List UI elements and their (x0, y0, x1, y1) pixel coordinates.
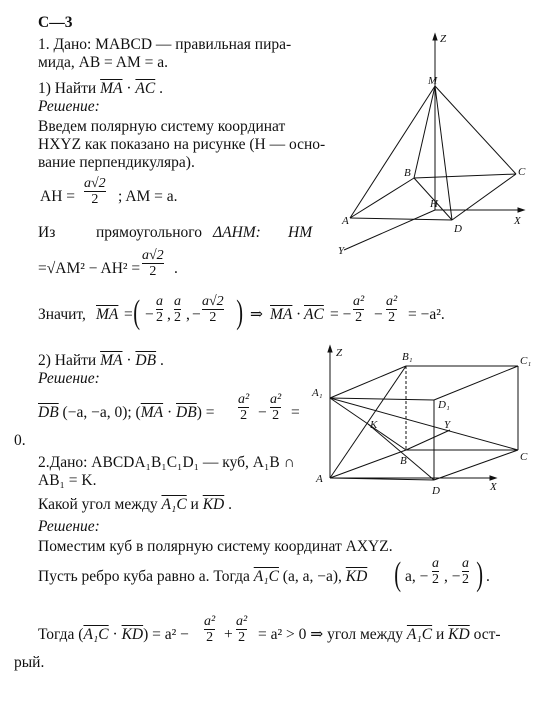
db-eq: = (291, 404, 300, 421)
right-paren: ) (236, 294, 244, 331)
fig2-label-z: Z (336, 347, 343, 359)
vec-ma-q2: $\overline{MA}$ (100, 352, 123, 369)
db-minus: − (258, 404, 267, 421)
hm-label: HM (288, 224, 313, 241)
ma-frac-3: a√2 2 (202, 294, 224, 325)
diag-k-d (368, 424, 434, 480)
cube-d1-c1 (434, 366, 518, 400)
p1-question-2: 2) Найти $\overline{MA} \cdot \overline{DB}$ . (38, 352, 164, 369)
edge-cd (452, 174, 516, 220)
kd-end: . (486, 568, 490, 585)
hm-expression: =√AM² − AH² = (38, 260, 141, 277)
kd-right-paren: ) (476, 556, 484, 593)
cube-a-b (330, 450, 406, 478)
p1-solution-label-2: Решение: (38, 370, 100, 387)
p2-line2: AB₁ = K. (38, 472, 97, 489)
from-word: Из (38, 224, 56, 241)
edge-ab (350, 178, 414, 218)
edge-bc (414, 174, 516, 178)
vec-ma: $\overline{MA}$ (100, 80, 123, 97)
res-minus: − (374, 306, 383, 323)
db-frac-1: a² 2 (238, 392, 250, 423)
p2-line1: 2.Дано: ABCDA₁B₁C₁D₁ — куб, A₁B ∩ (38, 454, 295, 471)
fig2-label-d1: D₁ (438, 399, 450, 411)
q1-end: . (159, 80, 163, 97)
p1-text1: Введем полярную систему координат (38, 118, 286, 135)
fig2-label-k: K (370, 419, 378, 431)
fig1-label-x: X (514, 215, 521, 227)
eq-sign: = (124, 306, 133, 323)
res-frac-1: a² 2 (353, 294, 365, 325)
vec-a1c: A₁C (161, 496, 187, 513)
edge-ma (350, 86, 435, 218)
fig2-label-x: X (490, 481, 497, 493)
fig2-label-y: Y (444, 419, 451, 431)
diag-a-b1 (330, 366, 406, 478)
kd-coord-1: a, − (405, 568, 429, 585)
pyramid-figure (330, 30, 530, 270)
p2-text3: Тогда $(A_1C \cdot \overline{KD}) = a^2$ − (38, 626, 189, 643)
vec-ac: $\overline{AC}$ (135, 80, 156, 97)
comma-2: , (186, 306, 190, 323)
minus-1: − (145, 306, 154, 323)
p1-line2: мида, AB = AM = a. (38, 54, 169, 71)
vec-ma-3: $\overline{MA}$ (270, 306, 293, 323)
p1-text2: HXYZ как показано на рисунке (H — осно- (38, 136, 326, 153)
cube-c-d (434, 450, 518, 480)
fig2-label-c1: C₁ (520, 355, 532, 367)
rect-word: прямоугольного (96, 224, 202, 241)
vec-ac-2: $\overline{AC}$ (304, 306, 324, 323)
fig2-label-c: C (520, 451, 528, 463)
fig2-label-a: A (316, 473, 323, 485)
minus-2: − (192, 306, 201, 323)
dot-op-2: · (296, 306, 302, 323)
hm-fraction: a√2 2 (142, 248, 164, 279)
page-header: С—3 (38, 14, 73, 31)
t3-frac-1: a² 2 (204, 614, 216, 645)
edge-mb (414, 86, 435, 178)
fig1-label-d: D (454, 223, 462, 235)
triangle-ahm: ΔAHM: (213, 224, 261, 241)
edge-da (350, 218, 452, 220)
vec-kd: $\overline{KD}$ (202, 496, 225, 513)
cube-figure (310, 342, 542, 502)
fig1-label-m: M (428, 75, 438, 87)
kd-frac-1: a 2 (432, 556, 439, 587)
p2-question: Какой угол между A₁C и $\overline{KD}$ . (38, 496, 233, 513)
p1-solution-label: Решение: (38, 98, 100, 115)
hm-end: . (174, 260, 178, 277)
dot-op: · (126, 80, 132, 97)
kd-left-paren: ( (394, 556, 402, 593)
fig2-label-b: B (400, 455, 407, 467)
p2-text4: рый. (14, 654, 45, 671)
kd-coord-2: , − (444, 568, 461, 585)
t3-plus: + (224, 626, 233, 643)
fig2-label-a1: A₁ (312, 387, 323, 399)
ah-lhs: AH = (40, 188, 76, 205)
comma-1: , (167, 306, 171, 323)
zero-result: 0. (14, 432, 26, 449)
p2-text1: Поместим куб в полярную систему координат AXYZ. (38, 538, 393, 555)
fig1-label-z: Z (440, 33, 447, 45)
implies-1: ⇒ (250, 306, 263, 323)
ma-frac-2: a 2 (174, 294, 181, 325)
fig1-label-a: A (342, 215, 349, 227)
p2-text2: Пусть ребро куба равно a. Тогда A₁C (a, a, −a), $\overline{KD}$ (38, 568, 368, 585)
fig1-label-h: H (430, 198, 438, 210)
fig1-label-c: C (518, 166, 526, 178)
edge-mc (435, 86, 516, 174)
p1-line1: 1. Дано: MABCD — правильная пира- (38, 36, 292, 53)
cube-a1-d1 (330, 398, 434, 400)
kd-frac-2: a 2 (462, 556, 469, 587)
left-paren: ( (133, 294, 141, 331)
p2-text3-rest: = a² > 0 ⇒ угол между A₁C и $\overline{KD}$ ост- (258, 626, 501, 643)
q1-label: 1) Найти (38, 80, 97, 97)
res-end: = −a². (408, 306, 445, 323)
fig2-label-d: D (432, 485, 440, 497)
am-text: ; AM = a. (118, 188, 178, 205)
vec-db: $\overline{DB}$ (38, 404, 59, 421)
fig1-label-b: B (404, 167, 411, 179)
znach-word: Значит, (38, 306, 86, 323)
p1-text3: вание перпендикуляра). (38, 154, 195, 171)
ma-frac-1: a 2 (156, 294, 163, 325)
fig2-label-b1: B₁ (402, 351, 413, 363)
axis-y (344, 210, 435, 250)
res-frac-2: a² 2 (386, 294, 398, 325)
res-eq: = − (330, 306, 352, 323)
p2-solution-label: Решение: (38, 518, 100, 535)
vec-ma-2: $\overline{MA}$ (96, 306, 119, 323)
vec-db-q2: $\overline{DB}$ (135, 352, 157, 369)
p1-question-1 (38, 80, 163, 98)
axis-y-2 (406, 430, 450, 450)
db-frac-2: a² 2 (270, 392, 282, 423)
fig1-label-y: Y (338, 245, 345, 257)
t3-frac-2: a² 2 (236, 614, 248, 645)
ah-fraction: a√2 2 (84, 176, 106, 207)
db-row: $\overline{DB}$ (−a, −a, 0); $(\overline{MA} \cdot \overline{DB})$ = (38, 404, 215, 421)
